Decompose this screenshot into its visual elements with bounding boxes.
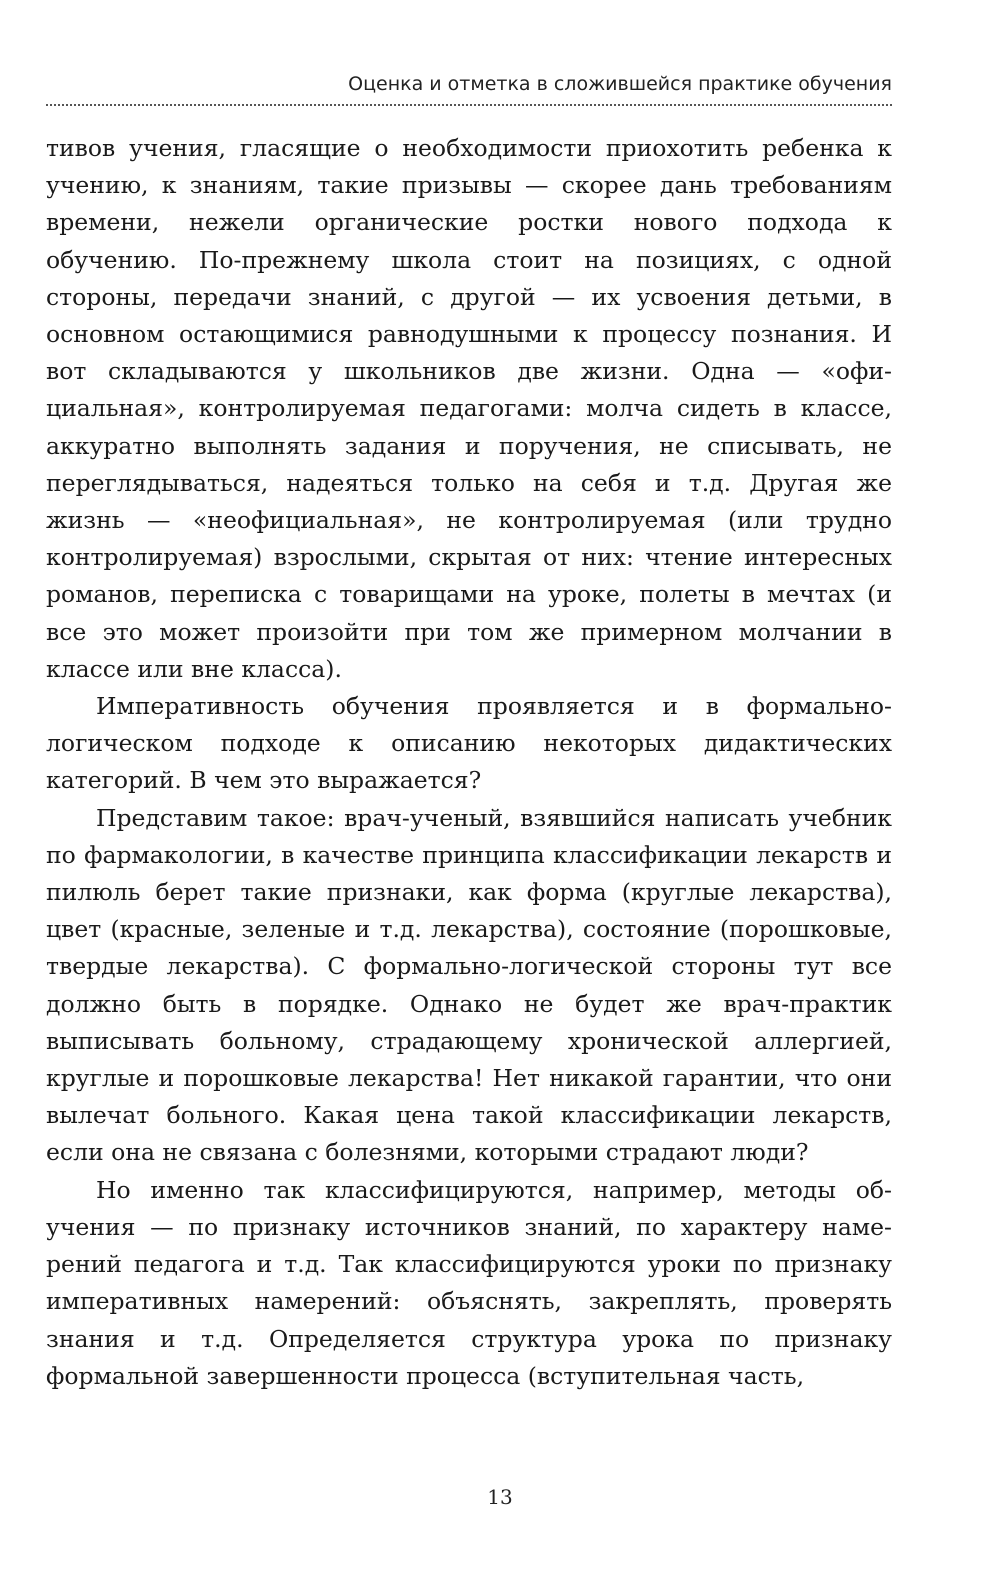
paragraph-3: Представим такое: врач-ученый, взявшийся написать учебник по фармакологии, в качестве принципа классификации лекарств и пилюль берет такие признаки, как форма (круглые лекарства), цвет (красные, зеленые и т.д. лекарства), состояние (порошковые, твердые лекарства). С формально-логической стороны тут все должно быть в порядке. Однако не будет же врач-практик выписывать больному, страдающему хронической аллергией, круглые и порошковые лекарства! Нет никакой гарантии, что они вылечат больного. Какая цена такой классификации лекарств, если она не связана с болезнями, которыми страдают люди? xyxy=(46,803,892,1167)
paragraph-2: Императивность обучения проявляется и в формально-логическом подходе к описанию некоторых дидактических категорий. В чем это выражается? xyxy=(46,692,892,795)
paragraph-4: Но именно так классифицируются, например, методы обучения — по признаку источников знаний, по характеру намерений педагога и т.д. Так классифицируются уроки по признаку императивных намерений: объяснять, закреплять, проверять знания и т.д. Определяется структура урока по признаку формальной завершенности процесса (вступительная часть, xyxy=(46,1175,892,1390)
header-dotted-rule xyxy=(46,104,892,106)
paragraph-1: тивов учения, гласящие о необходимости приохотить ребенка к учению, к знаниям, такие призывы — скорее дань требованиям времени, нежели органические ростки нового подхода к обучению. По-прежнему школа стоит на позициях, с одной стороны, передачи знаний, с другой — их усвоения детьми, в основном остающимися равнодушными к процессу познания. И вот складываются у школьников две жизни. Одна — «официальная», контролируемая педагогами: молча сидеть в классе, аккуратно выполнять задания и поручения, не списывать, не переглядываться, надеяться только на себя и т.д. Другая же жизнь — «неофициальная», не контролируемая (или трудно контролируемая) взрослыми, скрытая от них: чтение интересных романов, переписка с товарищами на уроке, полеты в мечтах (и все это может произойти при том же примерном молчании в классе или вне класса). xyxy=(46,134,892,683)
running-header-title: Оценка и отметка в сложившейся практике обучения xyxy=(348,73,892,95)
body-text xyxy=(46,130,892,1395)
page-number: 13 xyxy=(487,1485,513,1509)
